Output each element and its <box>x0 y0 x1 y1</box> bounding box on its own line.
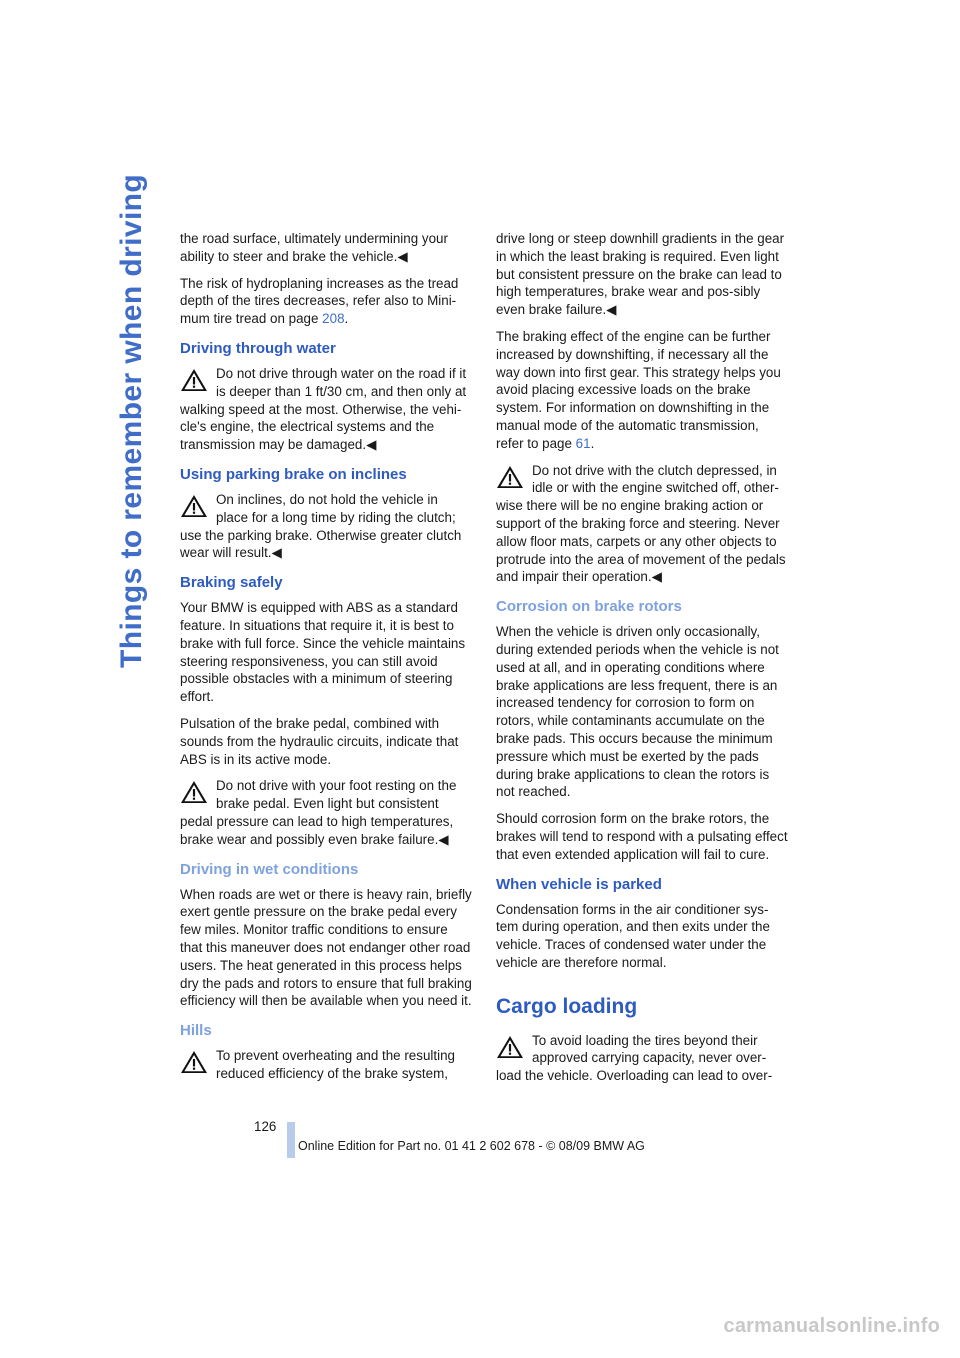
warning-note: Do not drive with the clutch depressed, in idle or with the engine switched off, other-wise there will be no engine braking action or support of the braking force and steering. Never allow floor mats, carpets or any other objects to protrude into the area of movement of the pedals and impair their operation.◀ <box>496 462 786 585</box>
warning-triangle-icon <box>496 1035 524 1059</box>
heading-wet-conditions: Driving in wet conditions <box>180 860 359 878</box>
paragraph: When the vehicle is driven only occasionally, during extended periods when the vehicle is not used at all, and in operating conditions where brake applications are less frequent, there is an increased tendency for corrosion to form on rotors, while contaminants accumulate on the brake pads. This occurs because the minimum pressure which must be exerted by the pads during brake applications to clean the rotors is not reached. <box>496 624 779 800</box>
page-link-208[interactable]: 208 <box>322 311 345 327</box>
watermark: carmanualsonline.info <box>723 1315 940 1337</box>
left-column <box>180 230 472 1092</box>
warning-note: On inclines, do not hold the vehicle in place for a long time by riding the clutch; use the parking brake. Otherwise greater clutch wear will result.◀ <box>180 491 462 561</box>
warning-triangle-icon <box>180 368 208 392</box>
warning-note: Do not drive through water on the road if it is deeper than 1 ft/30 cm, and then only at walking speed at the most. Otherwise, the vehi-cle's engine, the electrical systems and the transmission may be damaged.◀ <box>180 365 467 453</box>
warning-triangle-icon <box>180 494 208 518</box>
heading-parking-brake-inclines: Using parking brake on inclines <box>180 465 407 483</box>
paragraph: Condensation forms in the air conditioner sys-tem during operation, and then exits under the vehicle. Traces of condensed water under the vehicle are therefore normal. <box>496 901 770 970</box>
paragraph-downshifting: The braking effect of the engine can be further increased by downshifting, if necessary all the way down into first gear. This strategy helps you avoid placing excessive loads on the brake system. For information on downshifting in the manual mode of the automatic transmission, refer to page 61. <box>496 328 781 451</box>
heading-corrosion-brake-rotors: Corrosion on brake rotors <box>496 598 682 616</box>
right-column <box>496 230 788 1094</box>
heading-hills: Hills <box>180 1022 212 1040</box>
paragraph: the road surface, ultimately undermining your ability to steer and brake the vehicle.◀ <box>180 231 448 264</box>
heading-cargo-loading: Cargo loading <box>496 994 638 1018</box>
paragraph: Should corrosion form on the brake rotors, the brakes will tend to respond with a pulsating effect that even extended application will fail to cure. <box>496 811 788 862</box>
heading-driving-through-water: Driving through water <box>180 339 336 357</box>
sidebar-chapter-title-text: Things to remember when driving <box>115 173 148 668</box>
paragraph: Your BMW is equipped with ABS as a standard feature. In situations that require it, it is best to brake with full force. Since the vehicle maintains steering responsiveness, you can still avoid possible obstacles with a minimum of steering effort. <box>180 600 466 705</box>
heading-braking-safely: Braking safely <box>180 574 283 592</box>
page-link-61[interactable]: 61 <box>575 435 591 451</box>
paragraph-hydroplaning: The risk of hydroplaning increases as the tread depth of the tires decreases, refer also to Mini-mum tire tread on page 208. <box>180 275 459 327</box>
paragraph: drive long or steep downhill gradients in the gear in which the least braking is required. Even light but consistent pressure on the brake can lead to high temperatures, brake wear and pos-sibly even brake failure.◀ <box>496 231 785 318</box>
warning-note: To prevent overheating and the resulting reduced efficiency of the brake system, <box>180 1047 472 1083</box>
paragraph: Pulsation of the brake pedal, combined with sounds from the hydraulic circuits, indicate that ABS is in its active mode. <box>180 715 459 767</box>
footer-edition-text: Online Edition for Part no. 01 41 2 602 678 - © 08/09 BMW AG <box>298 1139 645 1153</box>
sidebar-chapter-title <box>112 173 162 708</box>
page-number: 126 <box>254 1119 277 1134</box>
warning-note: To avoid loading the tires beyond their approved carrying capacity, never over-load the vehicle. Overloading can lead to over- <box>496 1032 773 1084</box>
heading-vehicle-parked: When vehicle is parked <box>496 875 662 893</box>
footer-bar <box>287 1122 295 1158</box>
warning-note: Do not drive with your foot resting on the brake pedal. Even light but consistent pedal pressure can lead to high temperatures, brake wear and possibly even brake failure.◀ <box>180 778 457 847</box>
warning-triangle-icon <box>496 465 524 489</box>
warning-triangle-icon <box>180 780 208 804</box>
paragraph: When roads are wet or there is heavy rain, briefly exert gentle pressure on the brake pedal every few miles. Monitor traffic conditions to ensure that this maneuver does not endanger other road users. The heat generated in this process helps dry the pads and rotors to ensure that full braking efficiency will then be available when you need it. <box>180 886 472 1009</box>
warning-triangle-icon <box>180 1050 208 1074</box>
